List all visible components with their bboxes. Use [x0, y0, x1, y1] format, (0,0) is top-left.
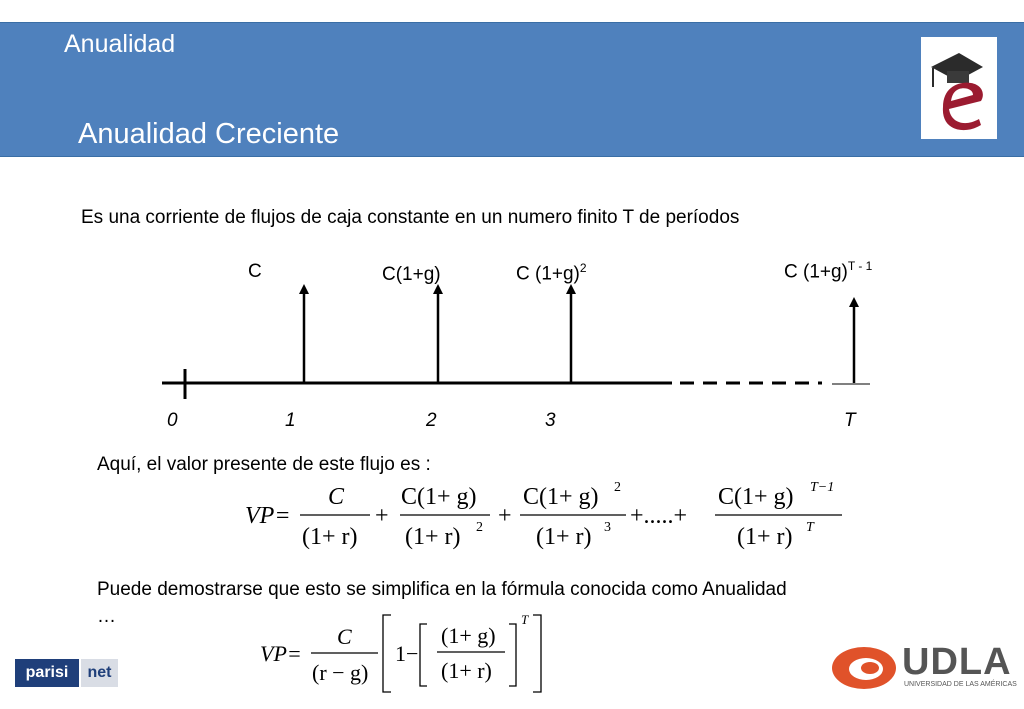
flow-label-c2-exp: 2 [579, 261, 587, 275]
formula1-plus-1: + [375, 503, 389, 529]
formula2-den: (r − g) [312, 660, 369, 685]
flow-label-cT-exp: T - 1 [847, 259, 873, 273]
formula1-lhs: VP= [245, 503, 291, 529]
formula2-in-num: (1+ g) [441, 623, 496, 648]
formula1-t4-den: (1+ r) [737, 524, 793, 550]
flow-label-c: C [248, 261, 262, 282]
formula1-t2-den-exp: 2 [476, 520, 483, 535]
formula1-plus-2: + [498, 503, 512, 529]
simplify-text: Puede demostrarse que esto se simplifica en la fórmula conocida como Anualidad [97, 579, 787, 600]
formula1-t3-den-exp: 3 [604, 520, 611, 535]
udla-logo [830, 641, 1017, 694]
formula2-in-den: (1+ r) [441, 658, 492, 683]
formula1-t3-num-exp: 2 [614, 480, 621, 495]
intro-text: Es una corriente de flujos de caja constante en un numero finito T de períodos [81, 207, 740, 228]
flow-label-c2-base: C (1+g) [516, 263, 580, 285]
formula1-t4-num: C(1+ g) [718, 484, 794, 510]
formula1-t4-num-exp: T−1 [810, 480, 835, 495]
formula1-t3-num: C(1+ g) [523, 484, 599, 510]
formula1-t1-num: C [328, 484, 345, 510]
formula1-t3-den: (1+ r) [536, 524, 592, 550]
period-label-1: 1 [285, 410, 296, 431]
udla-swoosh-icon [830, 644, 898, 692]
formula1-dots: +.....+ [630, 503, 688, 529]
formula1-t1-den: (1+ r) [302, 524, 358, 550]
period-label-0: 0 [167, 410, 178, 431]
parisinet-logo-a: parisi [15, 659, 79, 687]
formula2-one-minus: 1− [395, 641, 419, 666]
formula1-t2-den: (1+ r) [405, 524, 461, 550]
annuity-formula [255, 610, 555, 698]
formula2-exp: T [521, 612, 529, 627]
parisinet-logo [15, 655, 118, 691]
formula2-lhs: VP= [260, 641, 302, 666]
period-label-2: 2 [426, 410, 437, 431]
udla-wordmark: UDLA [902, 641, 1012, 683]
period-label-T: T [844, 410, 856, 431]
flow-arrow-1 [299, 284, 309, 383]
flow-label-c2 [516, 261, 587, 285]
formula1-t2-num: C(1+ g) [401, 484, 477, 510]
pv-intro-text: Aquí, el valor presente de este flujo es : [97, 454, 431, 475]
pv-formula [240, 474, 860, 556]
flow-arrow-2 [433, 284, 443, 383]
formula2-num: C [337, 624, 352, 649]
section-title: Anualidad [64, 30, 176, 58]
ellipsis-text: … [97, 606, 116, 627]
flow-label-cT-base: C (1+g) [784, 261, 848, 283]
udla-subtitle: UNIVERSIDAD DE LAS AMÉRICAS [904, 681, 1017, 688]
flow-arrow-3 [566, 284, 576, 383]
period-label-3: 3 [545, 410, 556, 431]
formula1-t4-den-exp: T [806, 520, 814, 535]
slide-title: Anualidad Creciente [78, 118, 340, 150]
flow-arrow-T [849, 297, 859, 383]
parisinet-logo-b: net [81, 659, 118, 687]
flow-label-c1g: C(1+g) [382, 264, 441, 285]
flow-label-cT [784, 259, 872, 283]
